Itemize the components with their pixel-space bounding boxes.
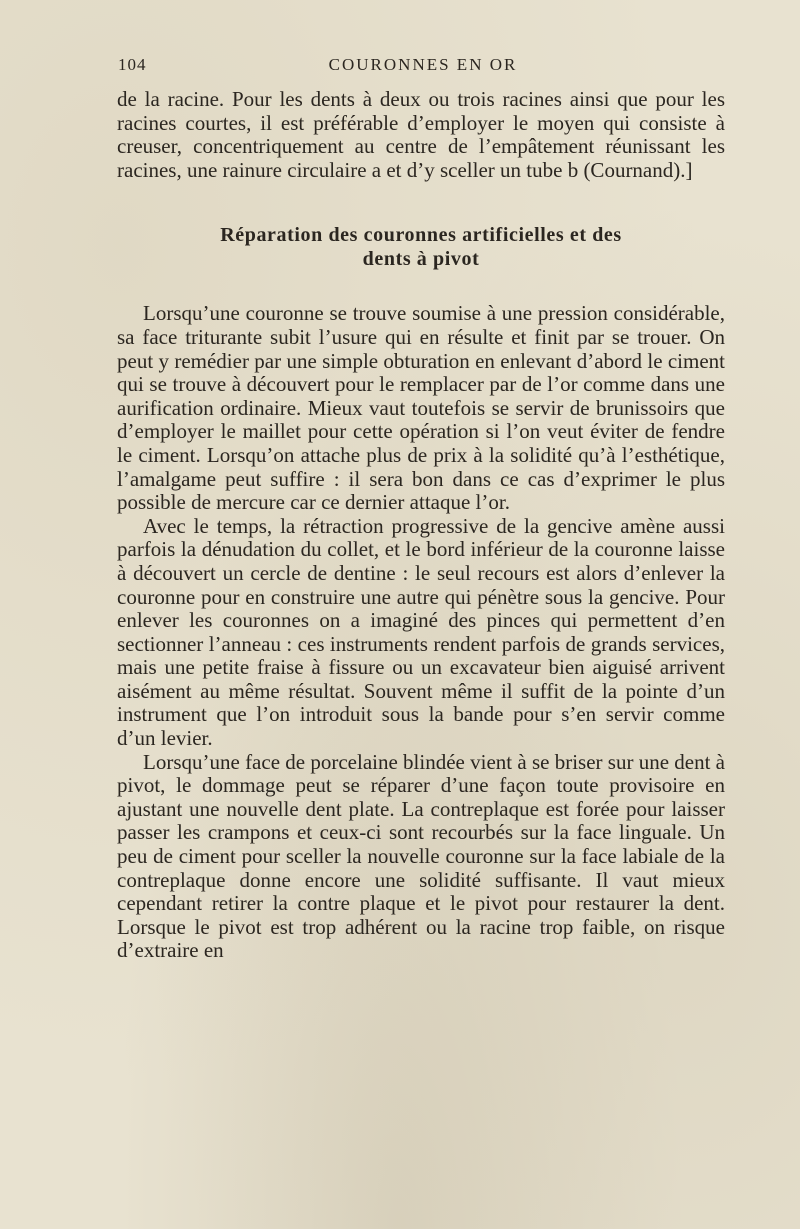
paragraph: Lorsqu’une couronne se trouve soumise à une pression considérable, sa face triturante subit l’usure qui en résulte et finit par se trouer. On peut y remédier par une simple obturation en enlevant d’abord le ciment qui se trouve à découvert pour le remplacer par de l’or comme dans une aurification ordinaire. Mieux vaut toutefois se servir de brunissoirs que d’employer le maillet pour cette opération si l’on veut éviter de fendre le ciment. Lorsqu’on attache plus de prix à la solidité qu’à l’esthétique, l’amalgame peut suffire : il sera bon dans ce cas d’exprimer le plus possible de mercure car ce dernier attaque l’or. bbox=[117, 301, 725, 515]
page-number: 104 bbox=[118, 55, 147, 74]
section-title-line-2: dents à pivot bbox=[362, 248, 480, 271]
section-title-line-1: Réparation des couronnes artificielles et des bbox=[220, 224, 622, 247]
page-body bbox=[117, 88, 725, 963]
paragraph: Avec le temps, la rétraction progressive de la gencive amène aussi parfois la dénudation du collet, et le bord inférieur de la couronne laisse à découvert un cercle de dentine : le seul recours est alors d’enlever la couronne pour en construire une autre qui pénètre sous la gencive. Pour enlever les couronnes on a imaginé des pinces qui permettent d’en sectionner l’anneau : ces instruments rendent parfois de grands services, mais une petite fraise à fissure ou un excavateur bien aiguisé arrivent aisément au même résultat. Souvent même il suffit de la pointe d’un instrument que l’on introduit sous la bande pour s’en servir comme d’un levier. bbox=[117, 513, 725, 751]
intro-paragraph: de la racine. Pour les dents à deux ou trois racines ainsi que pour les racines courtes, il est préférable d’employer le moyen qui consiste à creuser, concentriquement au centre de l’empâtement réunissant les racines, une rainure circulaire a et d’y sceller un tube b (Cournand).] bbox=[117, 87, 725, 182]
section-title bbox=[145, 223, 697, 271]
running-head: COURONNES EN OR bbox=[328, 55, 518, 74]
page-header bbox=[118, 55, 728, 79]
paragraph: Lorsqu’une face de porcelaine blindée vient à se briser sur une dent à pivot, le dommage peut se réparer d’une façon toute provisoire en ajustant une nouvelle dent plate. La contreplaque est forée pour laisser passer les crampons et ceux-ci sont recourbés sur la face linguale. Un peu de ciment pour sceller la nouvelle couronne sur la face labiale de la contreplaque donne encore une solidité suffisante. Il vaut mieux cependant retirer la contre plaque et le pivot pour restaurer la dent. Lorsque le pivot est trop adhérent ou la racine trop faible, on risque d’extraire en bbox=[117, 749, 725, 963]
